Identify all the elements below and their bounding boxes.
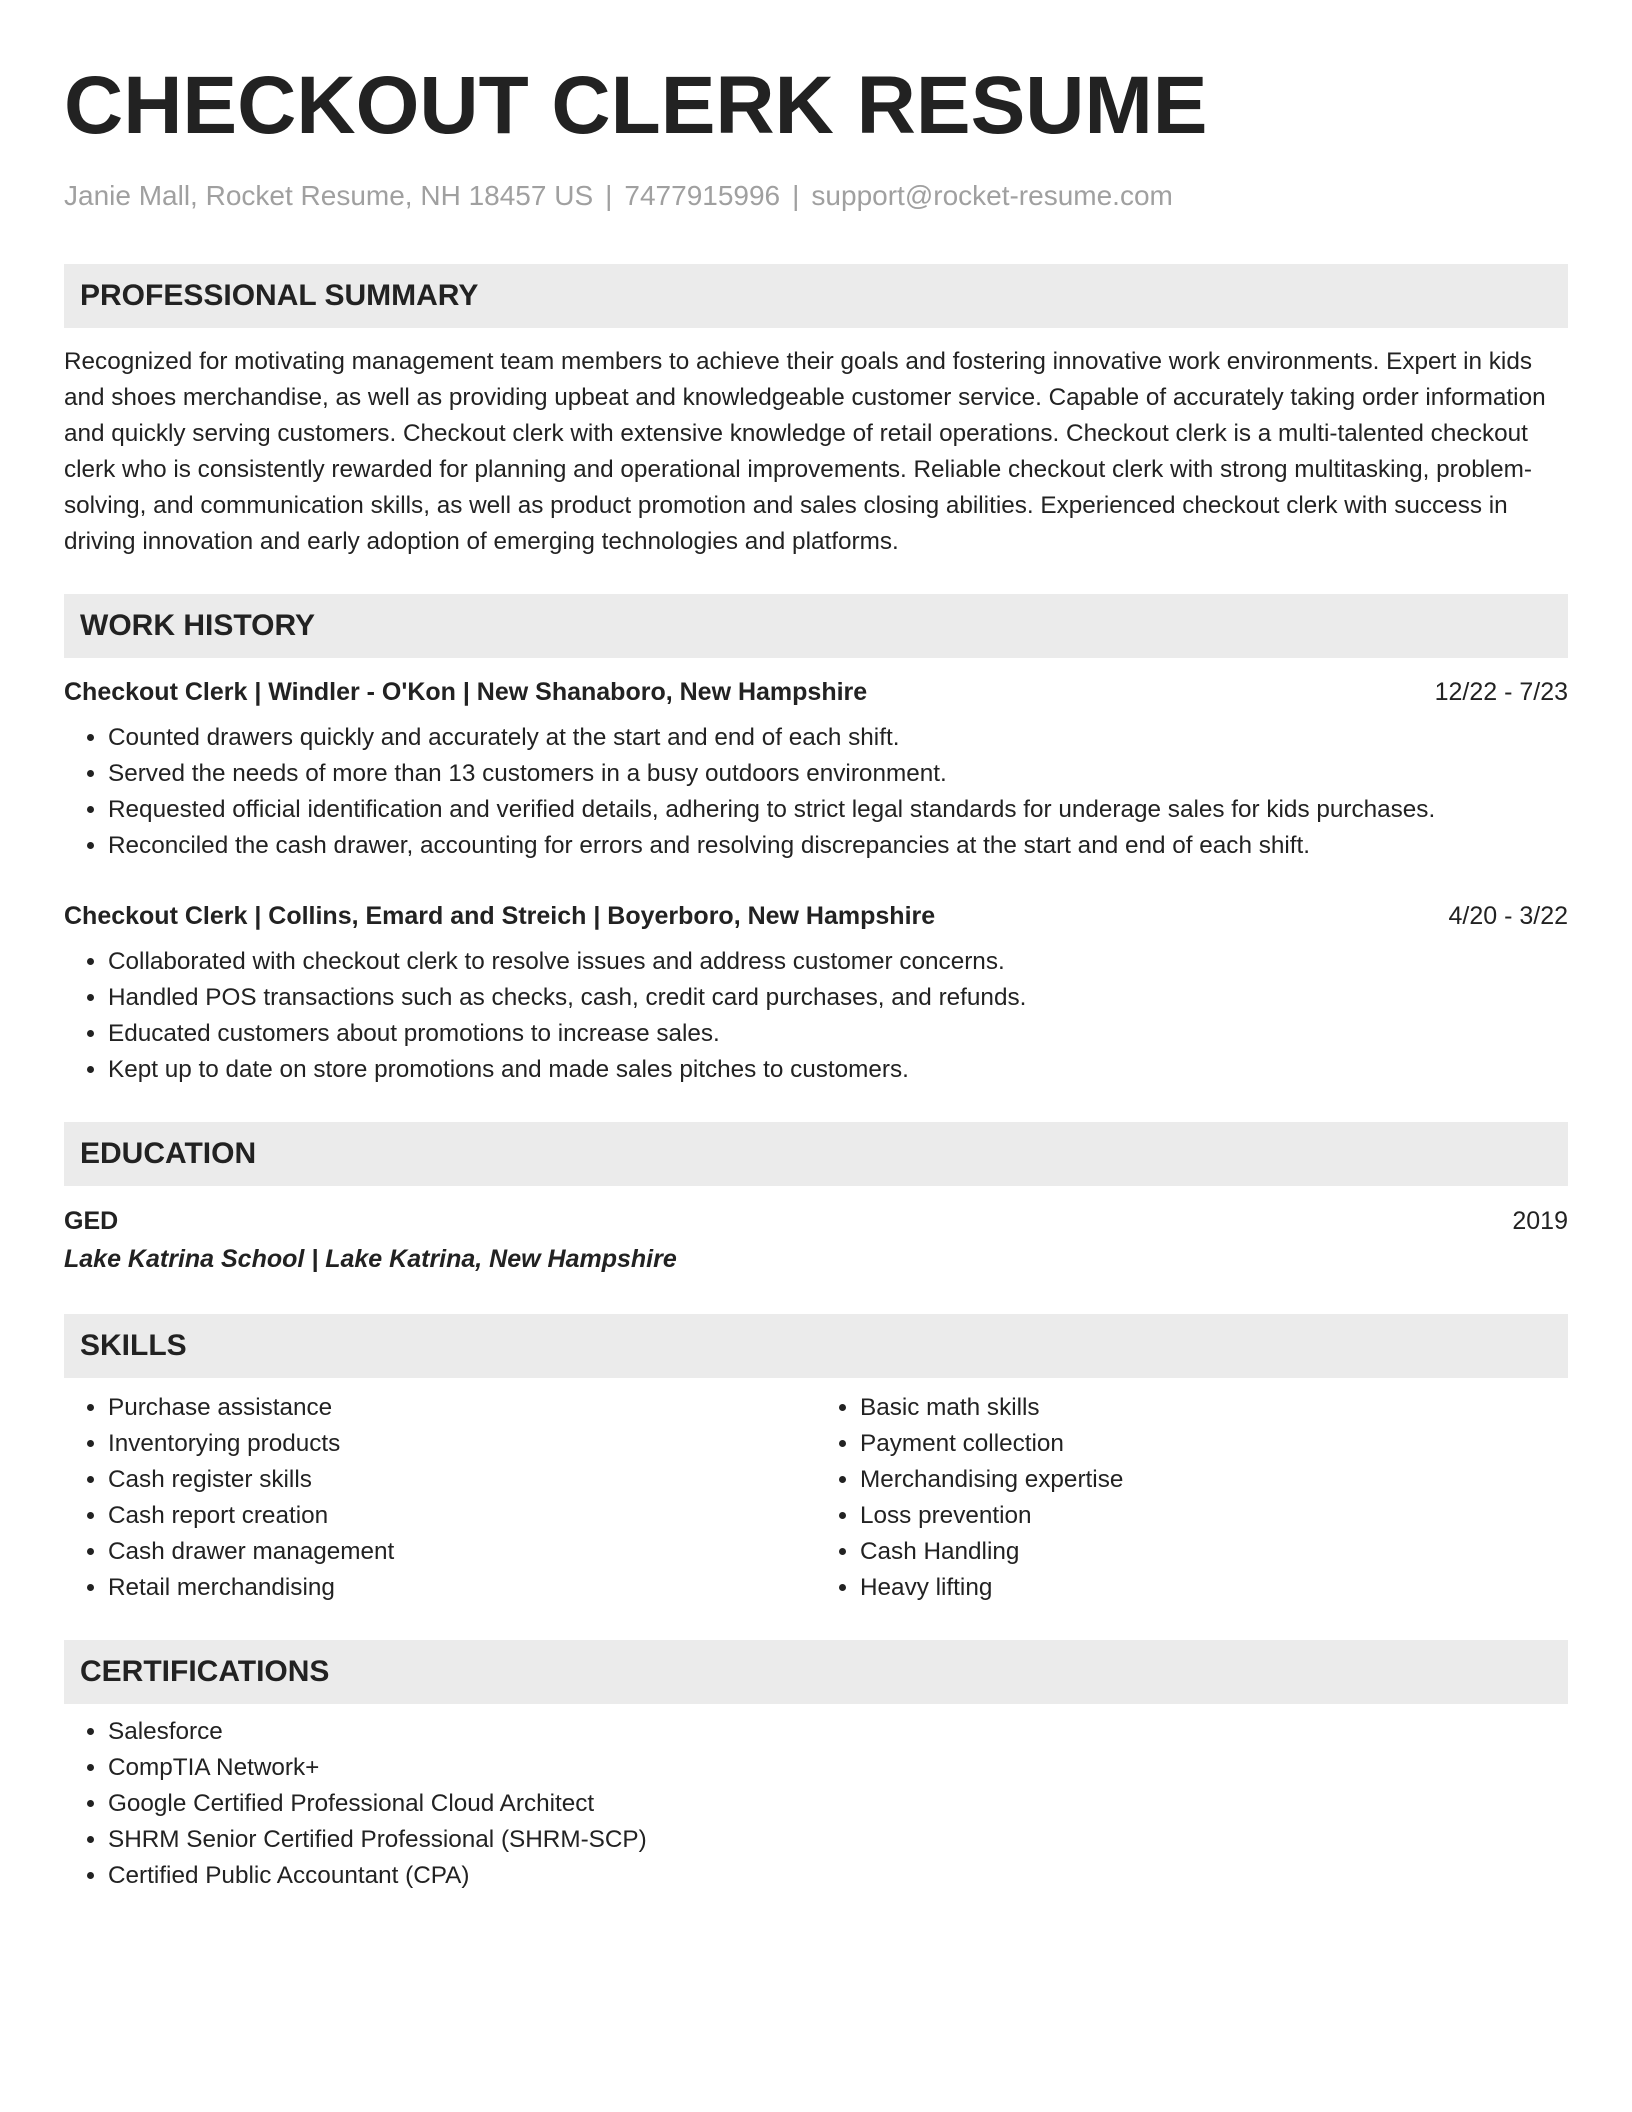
job-bullet: • Requested official identification and verified details, adhering to strict legal standards for underage sales for kids purchases. xyxy=(108,792,1568,828)
contact-separator: | xyxy=(605,180,613,211)
job-bullets xyxy=(64,944,1568,1088)
contact-phone: 7477915996 xyxy=(624,180,781,211)
skill-item: • Heavy lifting xyxy=(860,1570,1568,1606)
resume-title: CHECKOUT CLERK RESUME xyxy=(64,60,1208,151)
job-title: Checkout Clerk | Windler - O'Kon | New Shanaboro, New Hampshire xyxy=(64,678,868,706)
skill-item: • Basic math skills xyxy=(860,1390,1568,1426)
job-date: 4/20 - 3/22 xyxy=(1448,902,1568,930)
section-heading-skills: SKILLS xyxy=(64,1314,1568,1378)
education-degree: GED xyxy=(64,1207,119,1235)
education-year: 2019 xyxy=(1512,1207,1568,1235)
job-bullet: • Collaborated with checkout clerk to resolve issues and address customer concerns. xyxy=(108,944,1568,980)
contact-email: support@rocket-resume.com xyxy=(811,180,1173,211)
job-title: Checkout Clerk | Collins, Emard and Streich | Boyerboro, New Hampshire xyxy=(64,902,936,930)
skill-item: • Cash Handling xyxy=(860,1534,1568,1570)
skills-list-right xyxy=(816,1390,1568,1606)
job-bullet: • Kept up to date on store promotions and made sales pitches to customers. xyxy=(108,1052,1568,1088)
contact-separator: | xyxy=(792,180,800,211)
section-heading-work-history: WORK HISTORY xyxy=(64,594,1568,658)
section-heading-certifications: CERTIFICATIONS xyxy=(64,1640,1568,1704)
job-bullet: • Reconciled the cash drawer, accounting for errors and resolving discrepancies at the start and end of each shift. xyxy=(108,828,1568,864)
job-bullet: • Educated customers about promotions to increase sales. xyxy=(108,1016,1568,1052)
skill-item: • Cash drawer management xyxy=(108,1534,816,1570)
education-entry xyxy=(64,1202,1568,1278)
education-header xyxy=(64,1202,1568,1240)
job-bullet: • Counted drawers quickly and accurately at the start and end of each shift. xyxy=(108,720,1568,756)
skill-item: • Retail merchandising xyxy=(108,1570,816,1606)
job-bullet: • Handled POS transactions such as checks, cash, credit card purchases, and refunds. xyxy=(108,980,1568,1016)
skill-item: • Cash report creation xyxy=(108,1498,816,1534)
section-heading-summary: PROFESSIONAL SUMMARY xyxy=(64,264,1568,328)
skill-item: • Payment collection xyxy=(860,1426,1568,1462)
job-date: 12/22 - 7/23 xyxy=(1434,678,1568,706)
certification-item: • Salesforce xyxy=(108,1714,1568,1750)
skill-item: • Merchandising expertise xyxy=(860,1462,1568,1498)
skill-item: • Loss prevention xyxy=(860,1498,1568,1534)
contact-address: Janie Mall, Rocket Resume, NH 18457 US xyxy=(64,180,594,211)
summary-text: Recognized for motivating management team members to achieve their goals and fostering innovative work environments. Expert in kids and shoes merchandise, as well as providing upbeat and knowledgeable customer service. Capable of accurately taking order information and quickly serving customers. Checkout clerk with extensive knowledge of retail operations. Checkout clerk is a multi-talented checkout clerk who is consistently rewarded for planning and operational improvements. Reliable checkout clerk with strong multitasking, problem-solving, and communication skills, as well as product promotion and sales closing abilities. Experienced checkout clerk with success in driving innovation and early adoption of emerging technologies and platforms. xyxy=(64,348,1546,555)
skills-columns xyxy=(64,1378,1568,1606)
job-entry xyxy=(64,898,1568,1088)
skill-item: • Cash register skills xyxy=(108,1462,816,1498)
certification-item: • SHRM Senior Certified Professional (SHRM-SCP) xyxy=(108,1822,1568,1858)
job-bullets xyxy=(64,720,1568,864)
certification-item: • Certified Public Accountant (CPA) xyxy=(108,1858,1568,1894)
certification-item: • CompTIA Network+ xyxy=(108,1750,1568,1786)
section-heading-education: EDUCATION xyxy=(64,1122,1568,1186)
job-header xyxy=(64,898,1568,934)
job-bullet: • Served the needs of more than 13 customers in a busy outdoors environment. xyxy=(108,756,1568,792)
certifications-list xyxy=(64,1714,1568,1894)
skills-list-left xyxy=(64,1390,816,1606)
education-school: Lake Katrina School | Lake Katrina, New Hampshire xyxy=(64,1245,677,1273)
skill-item: • Inventorying products xyxy=(108,1426,816,1462)
job-header xyxy=(64,674,1568,710)
job-entry xyxy=(64,674,1568,864)
certification-item: • Google Certified Professional Cloud Architect xyxy=(108,1786,1568,1822)
contact-line xyxy=(64,178,1568,214)
skill-item: • Purchase assistance xyxy=(108,1390,816,1426)
